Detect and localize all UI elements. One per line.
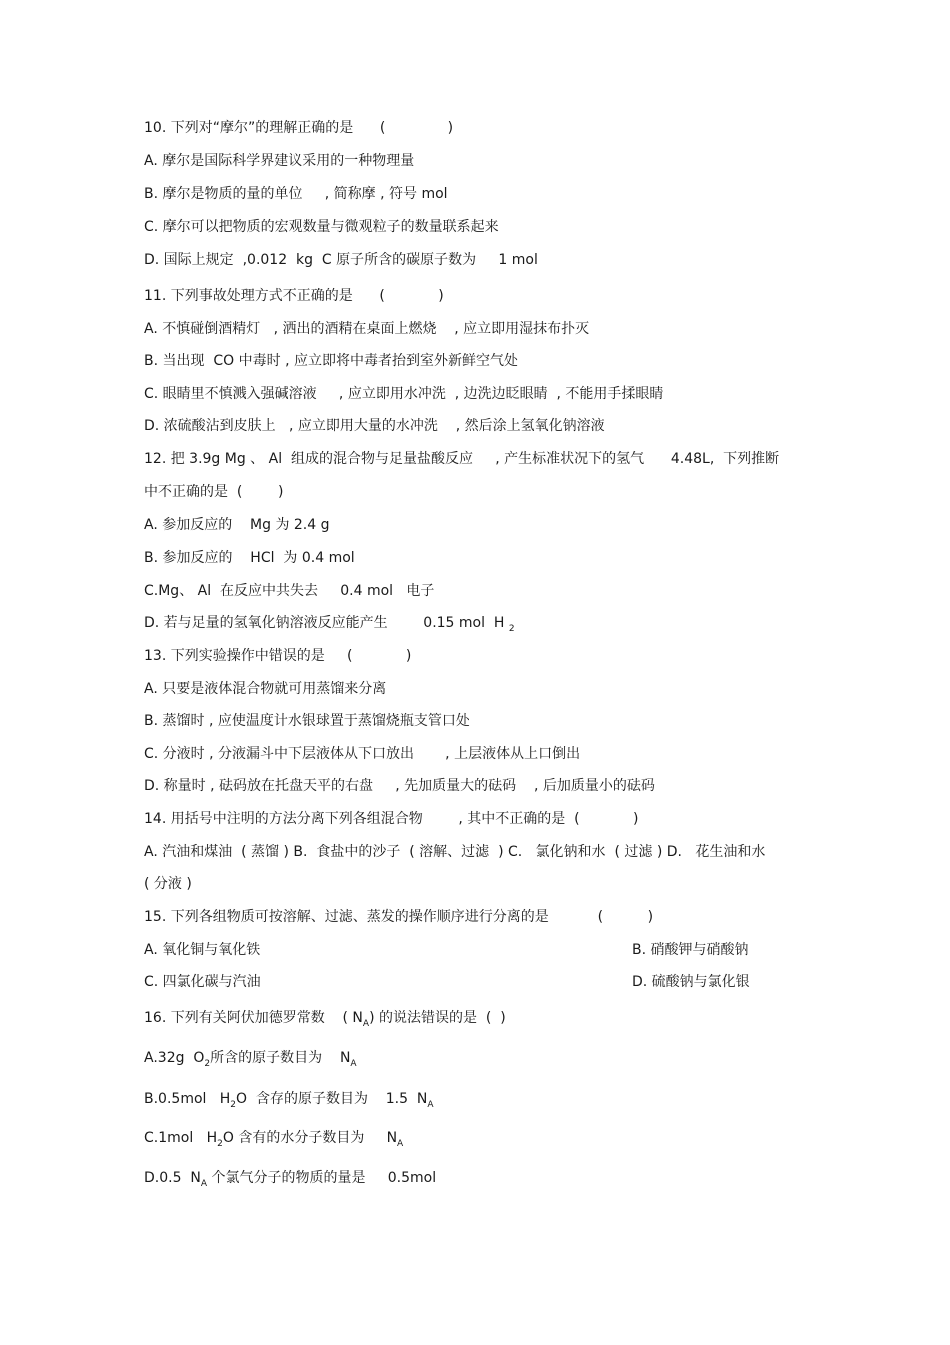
q12-option-a: A. 参加反应的 Mg 为 2.4 g xyxy=(144,517,330,533)
q15-option-b: B. 硝酸钾与硝酸钠 xyxy=(632,942,749,958)
q12-option-c: C.Mg、 Al 在反应中共失去 0.4 mol 电子 xyxy=(144,583,435,599)
q15-option-d: D. 硫酸钠与氯化银 xyxy=(632,974,750,990)
q13-option-d: D. 称量时 , 砝码放在托盘天平的右盘 , 先加质量大的砝码 , 后加质量小的砝码 xyxy=(144,778,655,794)
q16-stem-part1: 16. 下列有关阿伏加德罗常数 ( N xyxy=(144,1010,363,1026)
subscript-a: A xyxy=(427,1099,434,1110)
q10-option-d: D. 国际上规定 ,0.012 kg C 原子所含的碳原子数为 1 mol xyxy=(144,252,538,268)
q16-b-part1: B.0.5mol H xyxy=(144,1091,231,1107)
question-13-stem: 13. 下列实验操作中错误的是 ( ) xyxy=(144,648,412,664)
q16-option-a xyxy=(144,1048,357,1074)
q16-option-d xyxy=(144,1168,436,1194)
q15-option-a: A. 氧化铜与氧化铁 xyxy=(144,942,261,958)
q12-option-d xyxy=(144,613,515,639)
question-10-stem: 10. 下列对“摩尔”的理解正确的是 ( ) xyxy=(144,120,454,136)
q16-d-part2: 个氯气分子的物质的量是 0.5mol xyxy=(207,1170,437,1186)
subscript-2: 2 xyxy=(217,1138,223,1149)
subscript-a: A xyxy=(200,1178,208,1189)
q16-a-part2: 所含的原子数目为 N xyxy=(210,1050,351,1066)
subscript-2: 2 xyxy=(508,623,515,634)
q13-option-c: C. 分液时 , 分液漏斗中下层液体从下口放出 , 上层液体从上口倒出 xyxy=(144,746,581,762)
subscript-2: 2 xyxy=(204,1058,211,1069)
q10-option-b: B. 摩尔是物质的量的单位 , 简称摩 , 符号 mol xyxy=(144,186,448,202)
q12-option-d-text: D. 若与足量的氢氧化钠溶液反应能产生 0.15 mol H xyxy=(144,615,505,631)
subscript-2: 2 xyxy=(230,1099,237,1110)
question-12-stem: 12. 把 3.9g Mg 、 Al 组成的混合物与足量盐酸反应 , 产生标准状况下的氢气 4.48L, 下列推断 xyxy=(144,451,780,467)
question-14-stem: 14. 用括号中注明的方法分离下列各组混合物 , 其中不正确的是 ( ) xyxy=(144,811,639,827)
q13-option-b: B. 蒸馏时 , 应使温度计水银球置于蒸馏烧瓶支管口处 xyxy=(144,713,470,729)
q16-option-c xyxy=(144,1128,403,1154)
q10-option-c: C. 摩尔可以把物质的宏观数量与微观粒子的数量联系起来 xyxy=(144,219,499,235)
q12-option-b: B. 参加反应的 HCl 为 0.4 mol xyxy=(144,550,355,566)
q16-option-b xyxy=(144,1089,434,1115)
q16-d-part1: D.0.5 N xyxy=(144,1170,201,1186)
q13-option-a: A. 只要是液体混合物就可用蒸馏来分离 xyxy=(144,681,387,697)
q14-options: A. 汽油和煤油 ( 蒸馏 ) B. 食盐中的沙子 ( 溶解、过滤 ) C. 氯化钠和水 ( 过滤 ) D. 花生油和水 xyxy=(144,844,766,860)
q11-option-b: B. 当出现 CO 中毒时 , 应立即将中毒者抬到室外新鲜空气处 xyxy=(144,353,518,369)
subscript-a: A xyxy=(397,1138,404,1149)
q10-option-a: A. 摩尔是国际科学界建议采用的一种物理量 xyxy=(144,153,415,169)
q16-stem-part2: ) 的说法错误的是 ( ) xyxy=(369,1010,506,1026)
subscript-a: A xyxy=(350,1058,357,1069)
q16-c-part1: C.1mol H xyxy=(144,1130,218,1146)
q11-option-a: A. 不慎碰倒酒精灯 , 洒出的酒精在桌面上燃烧 , 应立即用湿抹布扑灭 xyxy=(144,321,590,337)
q15-option-c: C. 四氯化碳与汽油 xyxy=(144,974,261,990)
q11-option-c: C. 眼睛里不慎溅入强碱溶液 , 应立即用水冲洗 , 边洗边眨眼睛 , 不能用手揉眼睛 xyxy=(144,386,664,402)
q16-a-part1: A.32g O xyxy=(144,1050,205,1066)
question-12-stem-cont: 中不正确的是 ( ) xyxy=(144,484,284,500)
q11-option-d: D. 浓硫酸沾到皮肤上 , 应立即用大量的水冲洗 , 然后涂上氢氧化钠溶液 xyxy=(144,418,605,434)
q14-options-cont: ( 分液 ) xyxy=(144,876,192,892)
question-15-stem: 15. 下列各组物质可按溶解、过滤、蒸发的操作顺序进行分离的是 ( ) xyxy=(144,909,654,925)
subscript-a: A xyxy=(362,1018,370,1029)
q16-c-part2: O 含有的水分子数目为 N xyxy=(222,1130,398,1146)
question-11-stem: 11. 下列事故处理方式不正确的是 ( ) xyxy=(144,288,444,304)
question-16-stem xyxy=(144,1008,506,1034)
q16-b-part2: O 含存的原子数目为 1.5 N xyxy=(236,1091,428,1107)
